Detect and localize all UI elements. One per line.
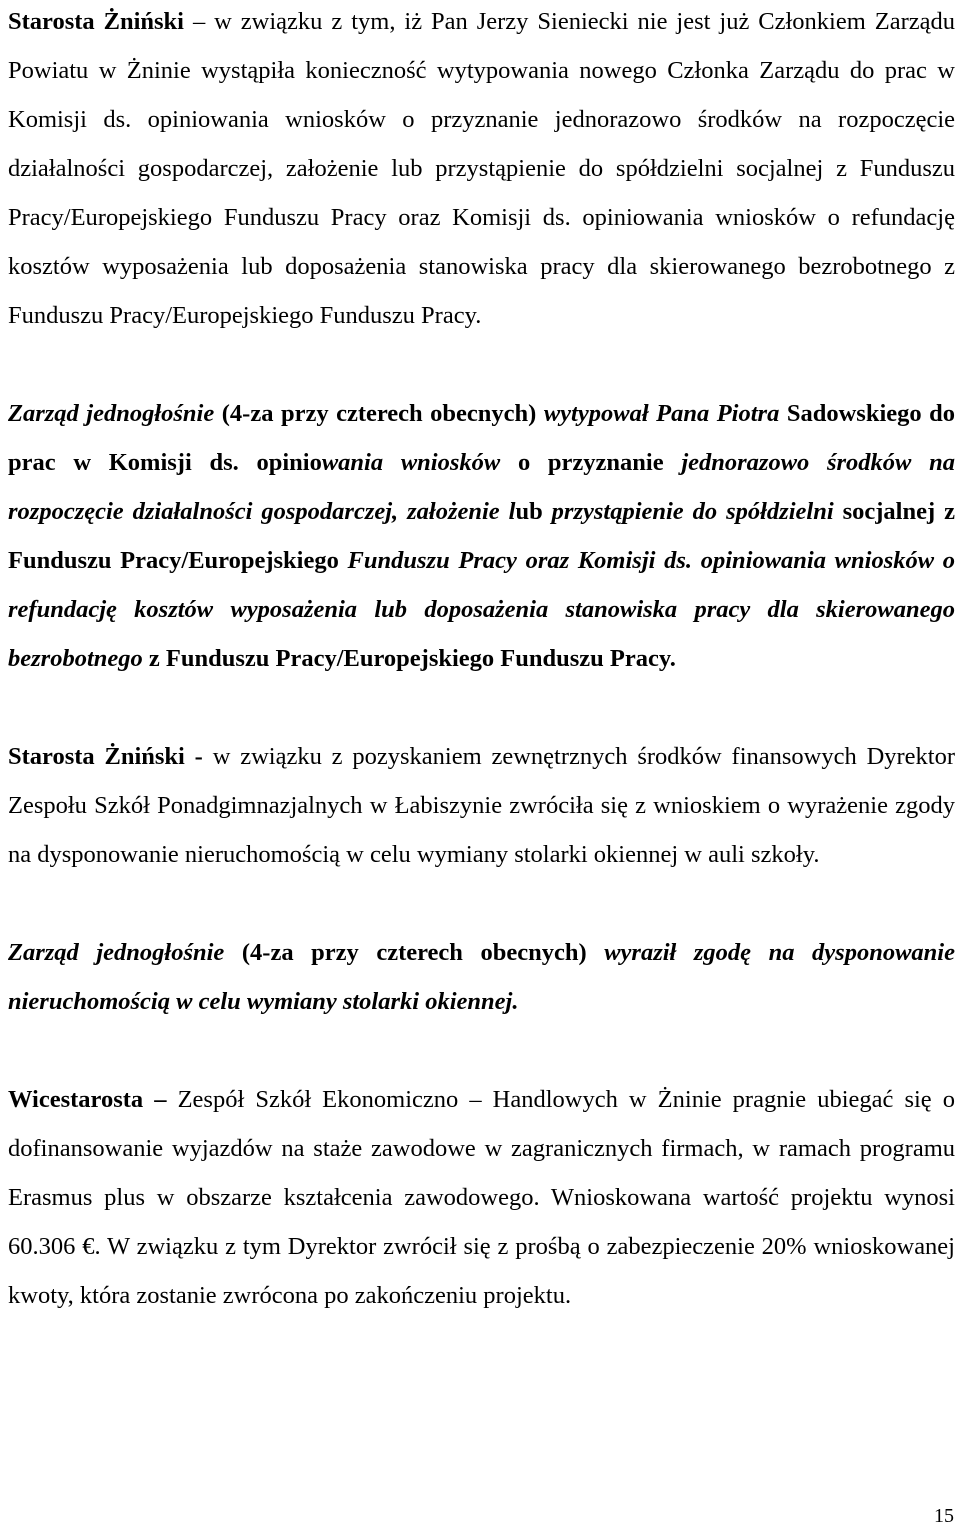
paragraph-starosta-komisja <box>8 0 955 340</box>
decision-text: o przyznanie <box>500 449 682 476</box>
speaker-label: Starosta Żniński - <box>8 743 203 770</box>
decision-text <box>692 547 701 574</box>
vote-count: (4-za przy czterech obecnych) <box>224 939 605 966</box>
decision-text: ub <box>515 498 552 525</box>
paragraph-text: Zespół Szkół Ekonomiczno – Handlowych w Żninie pragnie ubiegać się o dofinansowanie wyjazdów na staże zawodowe w zagranicznych firmach, w ramach programu Erasmus plus w obszarze kształcenia zawodowego. Wnioskowana wartość projektu wynosi 60.306 €. W związku z tym Dyrektor zwrócił się z prośbą o zabezpieczenie 20% wnioskowanej kwoty, która zostanie zwrócona po zakończeniu projektu. <box>8 1086 955 1309</box>
decision-text: jednorazowo środków na rozpoczęcie działalności gospodarczej, założenie l <box>8 449 955 525</box>
decision-text: wania wniosków <box>321 449 501 476</box>
decision-text: z Funduszu Pracy/Europejskiego Funduszu Pracy. <box>142 645 676 672</box>
speaker-label: Starosta Żniński <box>8 8 184 35</box>
decision-text: wytypował Pana Piotra <box>543 400 780 427</box>
page-number: 15 <box>934 1505 954 1527</box>
decision-text: wyraził zgodę na dysponowanie nieruchomością w celu wymiany stolarki okiennej. <box>8 939 955 1015</box>
speaker-label: Wicestarosta – <box>8 1086 167 1113</box>
paragraph-text: w związku z pozyskaniem zewnętrznych środków finansowych Dyrektor Zespołu Szkół Ponadgimnazjalnych w Łabiszynie zwróciła się z wnioskiem o wyrażenie zgody na dysponowanie nieruchomością w celu wymiany stolarki okiennej w auli szkoły. <box>8 743 956 868</box>
paragraph-starosta-nieruchomosc <box>8 732 955 879</box>
document-page <box>8 0 955 1320</box>
paragraph-wicestarosta-erasmus <box>8 1075 955 1320</box>
decision-text: Zarząd jednogłośnie <box>8 939 225 966</box>
decision-text: opiniowania wniosków o refundację kosztów wyposażenia lub doposażenia stanowiska pracy dla skierowanego bezrobotnego <box>8 547 955 672</box>
decision-text: przystąpienie do spółdzielni <box>551 498 834 525</box>
paragraph-zarzad-decision-1 <box>8 389 955 683</box>
decision-text: socjalnej z Funduszu Pracy/Europejskiego <box>8 498 955 574</box>
decision-text: Funduszu Pracy oraz Komisji ds. <box>347 547 693 574</box>
decision-text: Sadowskiego do prac w Komisji ds. opinio <box>8 400 956 476</box>
paragraph-text: – w związku z tym, iż Pan Jerzy Sieniecki nie jest już Członkiem Zarządu Powiatu w Żninie wystąpiła konieczność wytypowania nowego Członka Zarządu do prac w Komisji ds. opiniowania wniosków o przyznanie jednorazowo środków na rozpoczęcie działalności gospodarczej, założenie lub przystąpienie do spółdzielni socjalnej z Funduszu Pracy/Europejskiego Funduszu Pracy oraz Komisji ds. opiniowania wniosków o refundację kosztów wyposażenia lub doposażenia stanowiska pracy dla skierowanego bezrobotnego z Funduszu Pracy/Europejskiego Funduszu Pracy. <box>8 8 955 329</box>
decision-text: Zarząd jednogłośnie <box>8 400 215 427</box>
paragraph-zarzad-decision-2 <box>8 928 955 1026</box>
vote-count: (4-za przy czterech obecnych) <box>214 400 544 427</box>
